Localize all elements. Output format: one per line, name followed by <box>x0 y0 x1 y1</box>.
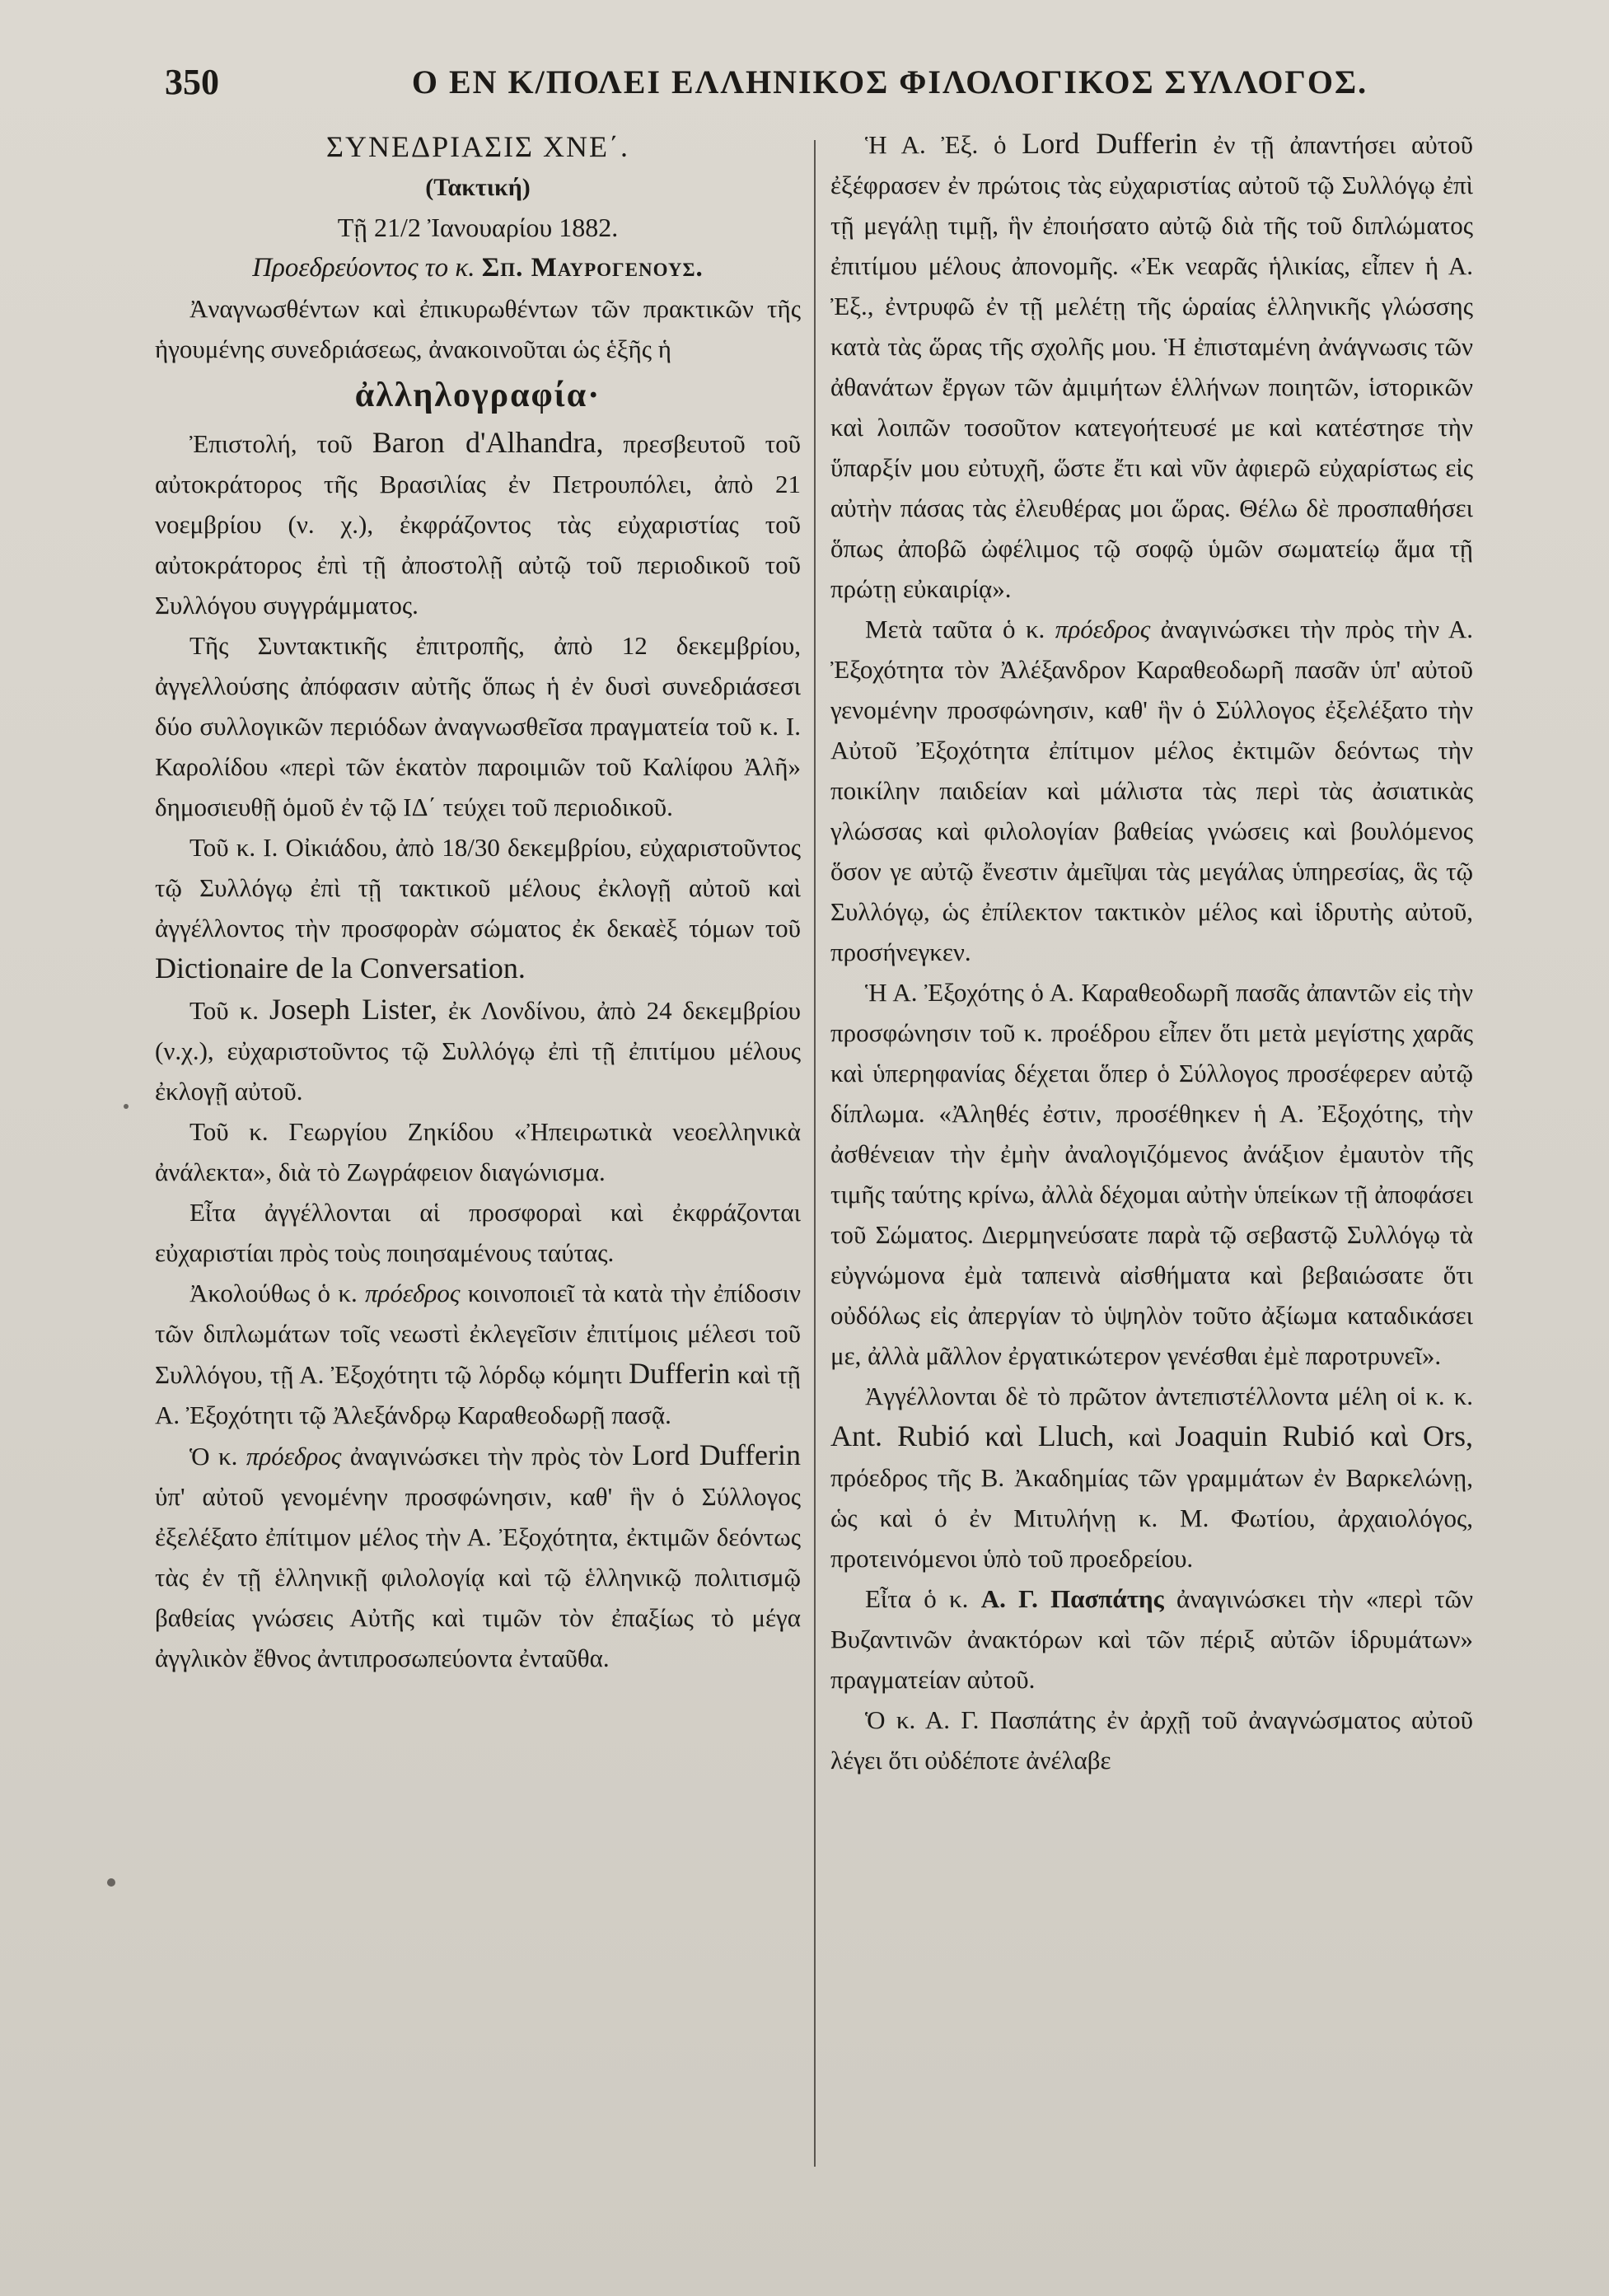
latin-name: Joseph Lister, <box>269 993 437 1026</box>
latin-name: Dictionaire de la Conversation. <box>155 952 526 984</box>
text-run: Ὁ κ. <box>189 1442 238 1471</box>
page-number: 350 <box>165 61 219 102</box>
paragraph-zikidou: Τοῦ κ. Γεωργίου Ζηκίδου «Ἠπειρωτικὰ νεοελληνικὰ ἀνάλεκτα», διὰ τὸ Ζωγράφειον διαγώνισμα. <box>155 1117 801 1186</box>
paragraph-lister <box>155 989 801 1111</box>
text-run: Ἐπιστολή, τοῦ <box>189 429 353 458</box>
text-run: πρεσβευτοῦ τοῦ αὐτοκράτορος τῆς Βρασιλίας ἐν Πετρουπόλει, ἀπὸ 21 νοεμβρίου (ν. χ.), ἐκφράζοντος τὰς εὐχαριστίας τοῦ αὐτοκράτορος ἐπὶ τῇ ἀποστολῇ αὐτῷ τοῦ περιοδικοῦ τοῦ Συλλόγου συγγράμματος. <box>155 429 801 620</box>
paragraph-paspatis <box>830 1578 1473 1700</box>
paragraph-karatheodori-reply: Ἡ Α. Ἐξοχότης ὁ Α. Καραθεοδωρῆ πασᾶς ἀπαντῶν εἰς τὴν προσφώνησιν τοῦ κ. προέδρου εἶπεν ὅτι μετὰ μεγίστης χαρᾶς καὶ ὑπερηφανίας δέχεται ὅπερ ὁ Σύλλογος προσέφερεν αὐτῷ δίπλωμα. «Ἀληθές ἐστιν, προσέθηκεν ἡ Α. Ἐξοχότης, τὴν ἀσθένειαν τὴν ἐμὴν ἀναλογιζόμενος ἀνάξιον ἐμαυτὸν τῆς τιμῆς ταύτης κρίνω, ἀλλὰ δέχομαι αὐτὴν ὑπείκων τῇ ἀποφάσει τοῦ Σώματος. Διερμηνεύσατε παρὰ τῷ σεβαστῷ Συλλόγῳ τὰ εὐγνώμονα ἐμὰ ταπεινὰ αἰσθήματα καὶ βεβαιώσατε ὅτι οὐδόλως εἰς ἀπεργίαν τὸ ὑψηλὸν τοῦτο ἀξίωμα καταδικάσει με, ἀλλὰ μᾶλλον ἐργατικώτερον γενέσθαι ἐμὲ παροτρυνεῖ». <box>830 978 1473 1370</box>
paragraph-offers: Εἶτα ἀγγέλλονται αἱ προσφοραὶ καὶ ἐκφράζονται εὐχαριστίαι πρὸς τοὺς ποιησαμένους ταύτας. <box>155 1198 801 1267</box>
text-run: καὶ <box>1128 1423 1162 1452</box>
paragraph-corresponding-members <box>830 1376 1473 1578</box>
text-run: Μετὰ ταῦτα ὁ κ. <box>865 615 1045 643</box>
paragraph-oikiadou <box>155 827 801 989</box>
text-run: Τοῦ κ. Ι. Οἰκιάδου, ἀπὸ 18/30 δεκεμβρίου, εὐχαριστοῦντος τῷ Συλλόγῳ ἐπὶ τῇ τακτικοῦ μέλους ἐκλογῇ αὐτοῦ καὶ ἀγγέλλοντος τὴν προσφορὰν σώματος ἐκ δεκαὲξ τόμων τοῦ <box>155 833 801 942</box>
session-date: Τῇ 21/2 Ἰανουαρίου 1882. <box>337 213 619 242</box>
paragraph-paspatis-reading: Ὁ κ. Α. Γ. Πασπάτης ἐν ἀρχῇ τοῦ ἀναγνώσματος αὐτοῦ λέγει ὅτι οὐδέποτε ἀνέλαβε <box>830 1705 1473 1775</box>
paragraph-dufferin-reply <box>830 124 1473 609</box>
text-run: Ἀκολούθως ὁ κ. <box>189 1279 358 1307</box>
text-run: Εἶτα ὁ κ. <box>865 1584 969 1613</box>
paragraph-letter-alhandra <box>155 423 801 625</box>
right-column <box>830 124 1473 2249</box>
text-run: ἀναγινώσκει τὴν πρὸς τὴν Α. Ἐξοχότητα τὸν Ἀλέξανδρον Καραθεοδωρῆ πασᾶν ὑπ' αὐτοῦ γενομένην προσφώνησιν, καθ' ἣν ὁ Σύλλογος ἐξελέξατο τὴν Αὐτοῦ Ἐξοχότητα ἐπίτιμον μέλος ἐκτιμῶν δεόντως τὴν ποικίλην παιδείαν καὶ μάλιστα τὰς περὶ τὰς ἀσιατικὰς γλώσσας καὶ φιλολογίαν βαθείας γνώσεις καὶ βουλόμενος ὅσον γε αὐτῷ ἔνεστιν ἀμεῖψαι τὰς μεγάλας ὑπηρεσίας, ἃς τῷ Συλλόγῳ, ὡς ἐπίλεκτον τακτικὸν μέλος καὶ ἱδρυτὴς αὐτοῦ, προσήνεγκεν. <box>830 615 1473 966</box>
text-run: Τοῦ κ. <box>189 996 260 1025</box>
text-run: Ἀγγέλλονται δὲ τὸ πρῶτον ἀντεπιστέλλοντα μέλη οἱ κ. κ. <box>865 1382 1473 1410</box>
session-type: (Τακτική) <box>425 174 531 201</box>
journal-title: Ο ΕΝ Κ/ΠΟΛΕΙ ΕΛΛΗΝΙΚΟΣ ΦΙΛΟΛΟΓΙΚΟΣ ΣΥΛΛΟΓΟΣ. <box>411 63 1368 101</box>
presiding-line <box>155 248 801 288</box>
italic-run: πρόεδρος <box>1055 615 1151 643</box>
paragraph-diplomas <box>155 1273 801 1435</box>
paragraph-minutes: Ἀναγνωσθέντων καὶ ἐπικυρωθέντων τῶν πρακτικῶν τῆς ἡγουμένης συνεδριάσεως, ἀνακοινοῦται ὡς ἑξῆς ἡ <box>155 294 801 363</box>
latin-name: Ant. Rubió καὶ Lluch, <box>830 1419 1115 1452</box>
text-run: ὑπ' αὐτοῦ γενομένην προσφώνησιν, καθ' ἣν ὁ Σύλλογος ἐξελέξατο ἐπίτιμον μέλος τὴν Α. Ἐξοχότητα, ἐκτιμῶν δεόντως τὰς ἐν τῇ ἑλληνικῇ φιλολογίᾳ καὶ τῷ ἑλληνικῷ πολιτισμῷ βαθείας γνώσεις Αὐτῆς καὶ τιμῶν τὸν ἐπαξίως τὸ μέγα ἀγγλικὸν ἔθνος ἀντιπροσωπεύοντα ἐνταῦθα. <box>155 1482 801 1672</box>
latin-name: Lord Dufferin <box>631 1438 801 1471</box>
text-run: ἀναγινώσκει τὴν πρὸς τὸν <box>349 1442 624 1471</box>
paragraph-address-dufferin <box>155 1435 801 1678</box>
text-run: Ἡ Α. Ἐξ. ὁ <box>865 130 1007 159</box>
bold-name: Α. Γ. Πασπάτης <box>980 1584 1164 1613</box>
presiding-name: Σπ. Μαυρογενους. <box>481 253 704 283</box>
session-title: ΣΥΝΕΔΡΙΑΣΙΣ ΧΝΕ΄. <box>326 130 629 163</box>
italic-run: πρόεδρος <box>365 1279 461 1307</box>
left-column <box>155 124 801 2249</box>
running-head <box>165 53 1499 110</box>
latin-name: Lord Dufferin <box>1022 127 1198 160</box>
text-run: πρόεδρος τῆς Β. Ἀκαδημίας τῶν γραμμάτων ἐν Βαρκελώνῃ, ὡς καὶ ὁ ἐν Μιτυλήνῃ κ. Μ. Φωτίου, ἀρχαιολόγος, προτεινόμενοι ὑπὸ τοῦ προεδρείου. <box>830 1463 1473 1573</box>
latin-name: Baron d'Alhandra, <box>372 426 604 459</box>
ink-blot <box>107 1878 115 1887</box>
text-run: ἀναγινώσκει τὴν «περὶ τῶν Βυζαντινῶν ἀνακτόρων καὶ τῶν πέριξ αὐτῶν ἱδρυμάτων» πραγματείαν αὐτοῦ. <box>830 1584 1473 1694</box>
presiding-label: Προεδρεύοντος το κ. <box>252 253 475 283</box>
italic-run: πρόεδρος <box>246 1442 342 1471</box>
latin-name: Dufferin <box>629 1357 731 1390</box>
text-run: ἐν τῇ ἀπαντήσει αὐτοῦ ἐξέφρασεν ἐν πρώτοις τὰς εὐχαριστίας αὐτοῦ τῷ Συλλόγῳ ἐπὶ τῇ μεγάλῃ τιμῇ, ἣν ἐποιήσατο αὐτῷ διὰ τῆς τοῦ διπλώματος ἐπιτίμου μέλους ἀπονομῆς. «Ἐκ νεαρᾶς ἡλικίας, εἶπεν ἡ Α. Ἐξ., ἐντρυφῶ ἐν τῇ μελέτῃ τῆς ὡραίας ἑλληνικῆς γλώσσης κατὰ τὰς ὥρας τῆς σχολῆς μου. Ἡ ἐπισταμένη ἀνάγνωσις τῶν ἀθανάτων ἔργων τῶν ἀμιμήτων ἑλλήνων ποιητῶν, ἱστορικῶν καὶ λοιπῶν τοσοῦτον κατεγοήτευσέ με καὶ κατέστησε τὴν ὕπαρξίν μου εὐτυχῆ, ὥστε ἔτι καὶ νῦν ἀφιερῶ εὐχαρίστως εἰς αὐτὴν πάσας τὰς ἐλευθέρας μοι ὥρας. Θέλω δὲ προσπαθήσει ὅπως ἀποβῶ ὠφέλιμος τῷ σοφῷ ὑμῶν σωματείῳ ἅμα τῇ πρώτῃ εὐκαιρίᾳ». <box>830 130 1473 603</box>
text-run: κοινοποιεῖ τὰ κατὰ τὴν ἐπίδοσιν τῶν διπλωμάτων τοῖς νεωστὶ ἐκλεγεῖσιν ἐπιτίμοις μέλεσι τοῦ Συλλόγου, τῇ Α. Ἐξοχότητι τῷ λόρδῳ κόμητι <box>155 1279 801 1389</box>
text-run: ἐκ Λονδίνου, ἀπὸ 24 δεκεμβρίου (ν.χ.), εὐχαριστοῦντος τῷ Συλλόγῳ ἐπὶ τῇ ἐπιτίμου μέλους ἐκλογῇ αὐτοῦ. <box>155 996 801 1106</box>
paragraph-address-karatheodori <box>830 609 1473 972</box>
column-rule <box>814 140 816 2167</box>
section-heading: ἀλληλογραφία· <box>354 376 601 414</box>
paragraph-committee: Τῆς Συντακτικῆς ἐπιτροπῆς, ἀπὸ 12 δεκεμβρίου, ἀγγελλούσης ἀπόφασιν αὐτῆς ὅπως ἡ ἐν δυσὶ συνεδριάσεσι δύο συλλογικῶν περιόδων ἀναγνωσθεῖσα πραγματεία τοῦ κ. Ι. Καρολίδου «περὶ τῶν ἑκατὸν παροιμιῶν τοῦ Καλίφου Ἀλῆ» δημοσιευθῇ ὁμοῦ ἐν τῷ ΙΔ΄ τεύχει τοῦ περιοδικοῦ. <box>155 631 801 821</box>
ink-blot <box>124 1104 129 1109</box>
latin-name: Joaquin Rubió καὶ Ors, <box>1175 1419 1473 1452</box>
text-run: καὶ τῇ Α. Ἐξοχότητι τῷ Ἀλεξάνδρῳ Καραθεοδωρῇ πασᾷ. <box>155 1360 801 1429</box>
